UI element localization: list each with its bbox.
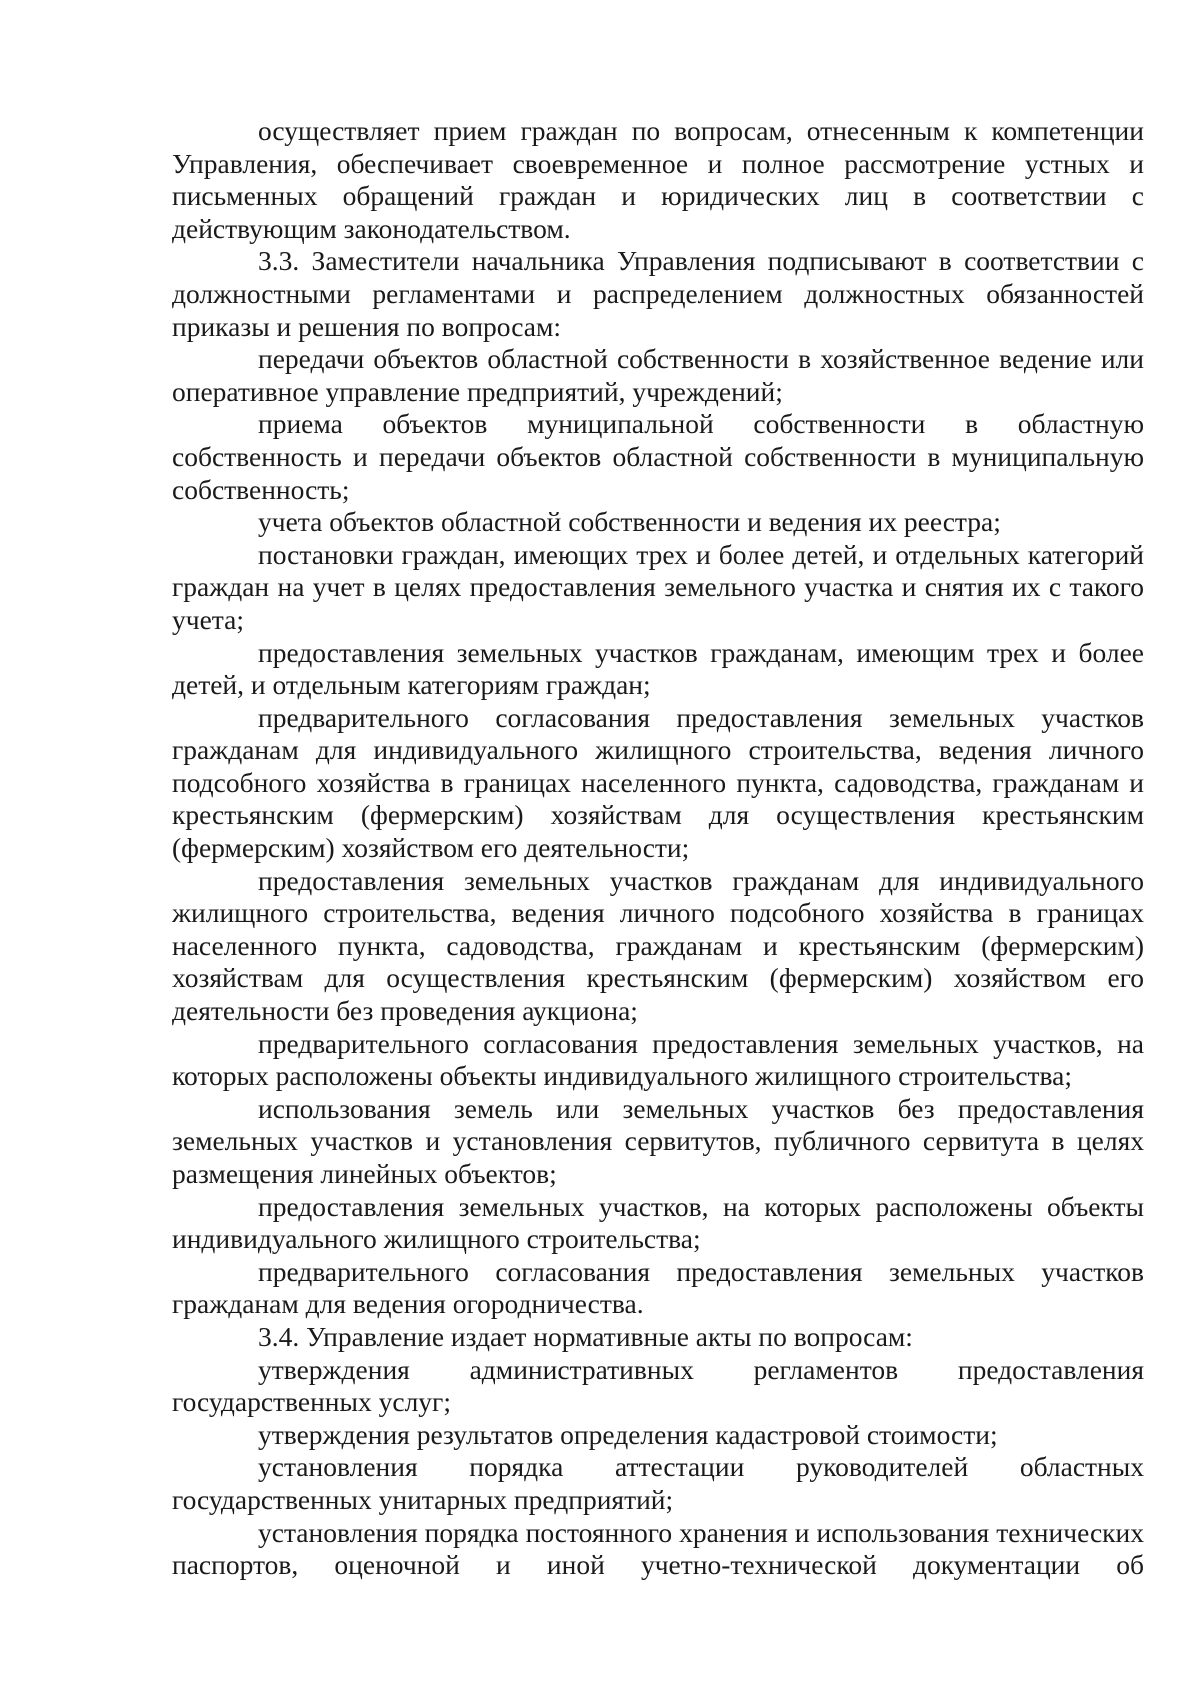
paragraph-2: 3.3. Заместители начальника Управления подписывают в соответствии с должностными регламентами и распределением должностных обязанностей приказы и решения по вопросам: <box>172 245 1144 342</box>
paragraph-3: передачи объектов областной собственности в хозяйственное ведение или оперативное управление предприятий, учреждений; <box>172 343 1144 407</box>
paragraph-6: постановки граждан, имеющих трех и более детей, и отдельных категорий граждан на учет в целях предоставления земельного участка и снятия их с такого учета; <box>172 538 1144 635</box>
document-body <box>172 115 1144 1582</box>
paragraph-8: предварительного согласования предоставления земельных участков гражданам для индивидуального жилищного строительства, ведения личного подсобного хозяйства в границах населенного пункта, садоводства, гражданам и крестьянским (фермерским) хозяйствам для осуществления крестьянским (фермерским) хозяйством его деятельности; <box>172 701 1144 864</box>
paragraph-1: осуществляет прием граждан по вопросам, отнесенным к компетенции Управления, обеспечивает своевременное и полное рассмотрение устных и письменных обращений граждан и юридических лиц в соответствии с действующим законодательством. <box>172 115 1144 244</box>
paragraph-16: утверждения результатов определения кадастровой стоимости; <box>258 1418 998 1450</box>
paragraph-12: предоставления земельных участков, на которых расположены объекты индивидуального жилищного строительства; <box>172 1190 1144 1255</box>
paragraph-17: установления порядка аттестации руководителей областных государственных унитарных предприятий; <box>172 1451 1144 1515</box>
paragraph-4: приема объектов муниципальной собственности в областную собственность и передачи объектов областной собственности в муниципальную собственность; <box>172 408 1144 505</box>
paragraph-18: установления порядка постоянного хранения и использования технических паспортов, оценочной и иной учетно-технической документации об <box>172 1516 1144 1581</box>
paragraph-13: предварительного согласования предоставления земельных участков гражданам для ведения огородничества. <box>172 1255 1144 1320</box>
paragraph-15: утверждения административных регламентов предоставления государственных услуг; <box>172 1353 1144 1418</box>
paragraph-10: предварительного согласования предоставления земельных участков, на которых расположены объекты индивидуального жилищного строительства; <box>172 1027 1144 1092</box>
paragraph-14: 3.4. Управление издает нормативные акты по вопросам: <box>258 1320 913 1352</box>
paragraph-9: предоставления земельных участков гражданам для индивидуального жилищного строительства, ведения личного подсобного хозяйства в границах населенного пункта, садоводства, гражданам и крестьянским (фермерским) хозяйствам для осуществления крестьянским (фермерским) хозяйством его деятельности без проведения аукциона; <box>172 864 1144 1027</box>
paragraph-7: предоставления земельных участков гражданам, имеющим трех и более детей, и отдельным категориям граждан; <box>172 636 1144 701</box>
paragraph-11: использования земель или земельных участков без предоставления земельных участков и установления сервитутов, публичного сервитута в целях размещения линейных объектов; <box>172 1092 1144 1189</box>
paragraph-5: учета объектов областной собственности и ведения их реестра; <box>258 506 1001 538</box>
